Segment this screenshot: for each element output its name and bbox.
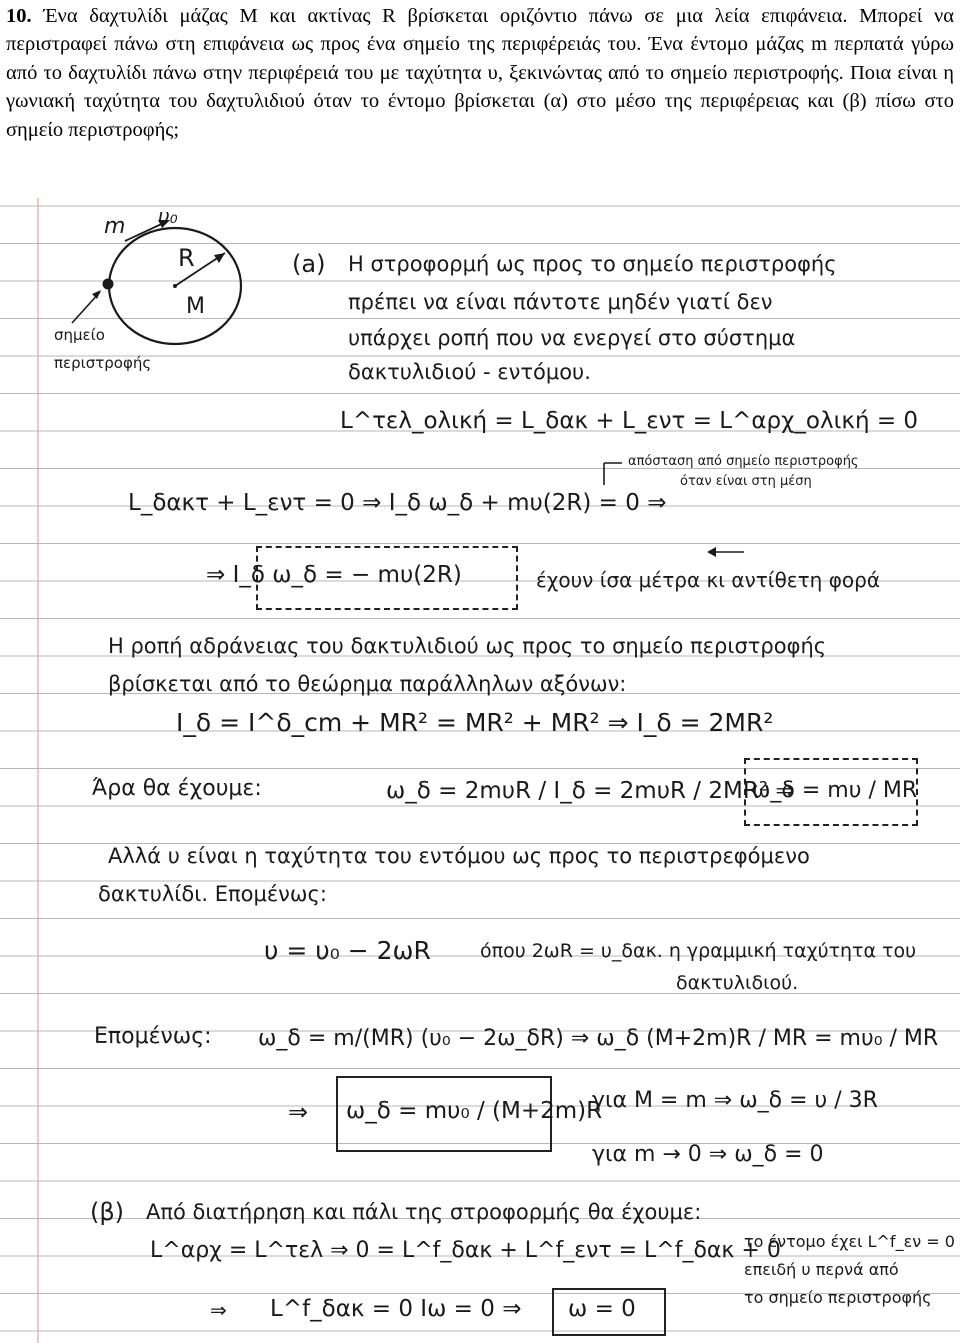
part-b-note1: το έντομο έχει L^f_εν = 0 [744, 1232, 955, 1251]
eq3-note: έχουν ίσα μέτρα κι αντίθετη φορά [536, 568, 881, 592]
velocity-eq: υ = υ₀ − 2ωR [264, 936, 431, 965]
moment-of-inertia-eq: I_δ = I^δ_cm + MR² = MR² + MR² ⇒ I_δ = 2MR² [176, 708, 774, 737]
diagram-M-label: M [186, 294, 205, 319]
case-zero-mass: για m → 0 ⇒ ω_δ = 0 [592, 1142, 824, 1167]
part-b-arrow: ⇒ [210, 1298, 227, 1322]
omega-box-eq: ω_δ = mυ / MR [752, 778, 918, 803]
problem-number: 10. [6, 5, 32, 27]
radius-arrowhead [214, 253, 225, 263]
angular-momentum-eq2: L_δακτ + L_εντ = 0 ⇒ I_δ ω_δ + mυ(2R) = 0 ⇒ [128, 490, 667, 516]
pivot-point [103, 279, 114, 290]
final-answer-a: ω_δ = mυ₀ / (M+2m)R [346, 1098, 603, 1124]
part-a-line3: υπάρχει ροπή που να ενεργεί στο σύστημα [348, 326, 796, 350]
problem-statement [6, 2, 954, 144]
pivot-label-line2: περιστροφής [54, 354, 152, 372]
case-equal-mass: για M = m ⇒ ω_δ = υ / 3R [592, 1088, 878, 1113]
diagram-m-label: m [104, 214, 126, 239]
angular-momentum-eq3: ⇒ I_δ ω_δ = − mυ(2R) [206, 562, 462, 588]
part-a-heading: (a) [292, 250, 326, 278]
handwritten-solution-sheet [0, 198, 960, 1343]
part-b-eq1: L^αρχ = L^τελ ⇒ 0 = L^f_δακ + L^f_εντ = L^f_δακ + 0 [150, 1238, 781, 1263]
problem-text: Ένα δαχτυλίδι μάζας M και ακτίνας R βρίσκεται οριζόντιο πάνω σε μια λεία επιφάνεια. Μπορεί να περιστραφεί πάνω στη επιφάνεια ως προς ένα σημείο της περιφέρειάς του. Ένα έντομο μάζας m περπατά γύρω από το δαχτυλίδι πάνω στην περιφέρειά του με ταχύτητα υ, ξεκινώντας από το σημείο περιστροφής. Ποια είναι η γωνιακή ταχύτητα του δαχτυλιδιού όταν το έντομο βρίσκεται (α) στο μέσο της περιφέρειας και (β) πίσω στο σημείο περιστροφής; [6, 5, 955, 141]
implies-arrow: ⇒ [288, 1098, 309, 1126]
diagram-v0-label: υ₀ [158, 204, 178, 228]
part-b-eq2: L^f_δακ = 0 Iω = 0 ⇒ [270, 1296, 522, 1322]
so-label: Άρα θα έχουμε: [92, 776, 262, 801]
moment-of-inertia-line2: βρίσκεται από το θεώρημα παράλληλων αξόνων: [108, 672, 627, 696]
velocity-note-line1: όπου 2ωR = υ_δακ. η γραμμική ταχύτητα του [480, 940, 917, 962]
part-a-line2: πρέπει να είναι πάντοτε μηδέν γιατί δεν [348, 290, 773, 314]
part-a-line4: δακτυλιδιού - εντόμου. [348, 360, 591, 384]
part-b-line1: Από διατήρηση και πάλι της στροφορμής θα έχουμε: [146, 1200, 702, 1224]
distance-note-line1: απόσταση από σημείο περιστροφής [628, 454, 859, 469]
but-line2: δακτυλίδι. Επομένως: [98, 882, 327, 906]
angular-momentum-eq1: L^τελ_ολική = L_δακ + L_εντ = L^αρχ_ολική = 0 [340, 408, 919, 434]
distance-note-line2: όταν είναι στη μέση [680, 474, 812, 489]
moment-of-inertia-line1: Η ροπή αδράνειας του δακτυλιδιού ως προς το σημείο περιστροφής [108, 634, 827, 658]
omega-derivation-eq: ω_δ = m/(MR) (υ₀ − 2ω_δR) ⇒ ω_δ (M+2m)R / MR = mυ₀ / MR [258, 1026, 939, 1051]
omega-eq: ω_δ = 2mυR / I_δ = 2mυR / 2MR² ⇒ [386, 778, 795, 804]
diagram-R-label: R [178, 244, 195, 272]
final-answer-b: ω = 0 [568, 1296, 636, 1322]
part-b-heading: (β) [90, 1198, 125, 1226]
velocity-note-line2: δακτυλιδιού. [676, 972, 799, 994]
pivot-pointer-arrowhead [92, 290, 101, 299]
part-b-note2: επειδή υ περνά από [744, 1260, 899, 1279]
but-line1: Αλλά υ είναι η ταχύτητα του εντόμου ως προς το περιστρεφόμενο [108, 844, 810, 868]
pivot-label-line1: σημείο [54, 326, 105, 344]
therefore-label: Επομένως: [94, 1024, 212, 1049]
part-a-line1: Η στροφορμή ως προς το σημείο περιστροφής [348, 252, 837, 276]
part-b-note3: το σημείο περιστροφής [744, 1288, 932, 1307]
